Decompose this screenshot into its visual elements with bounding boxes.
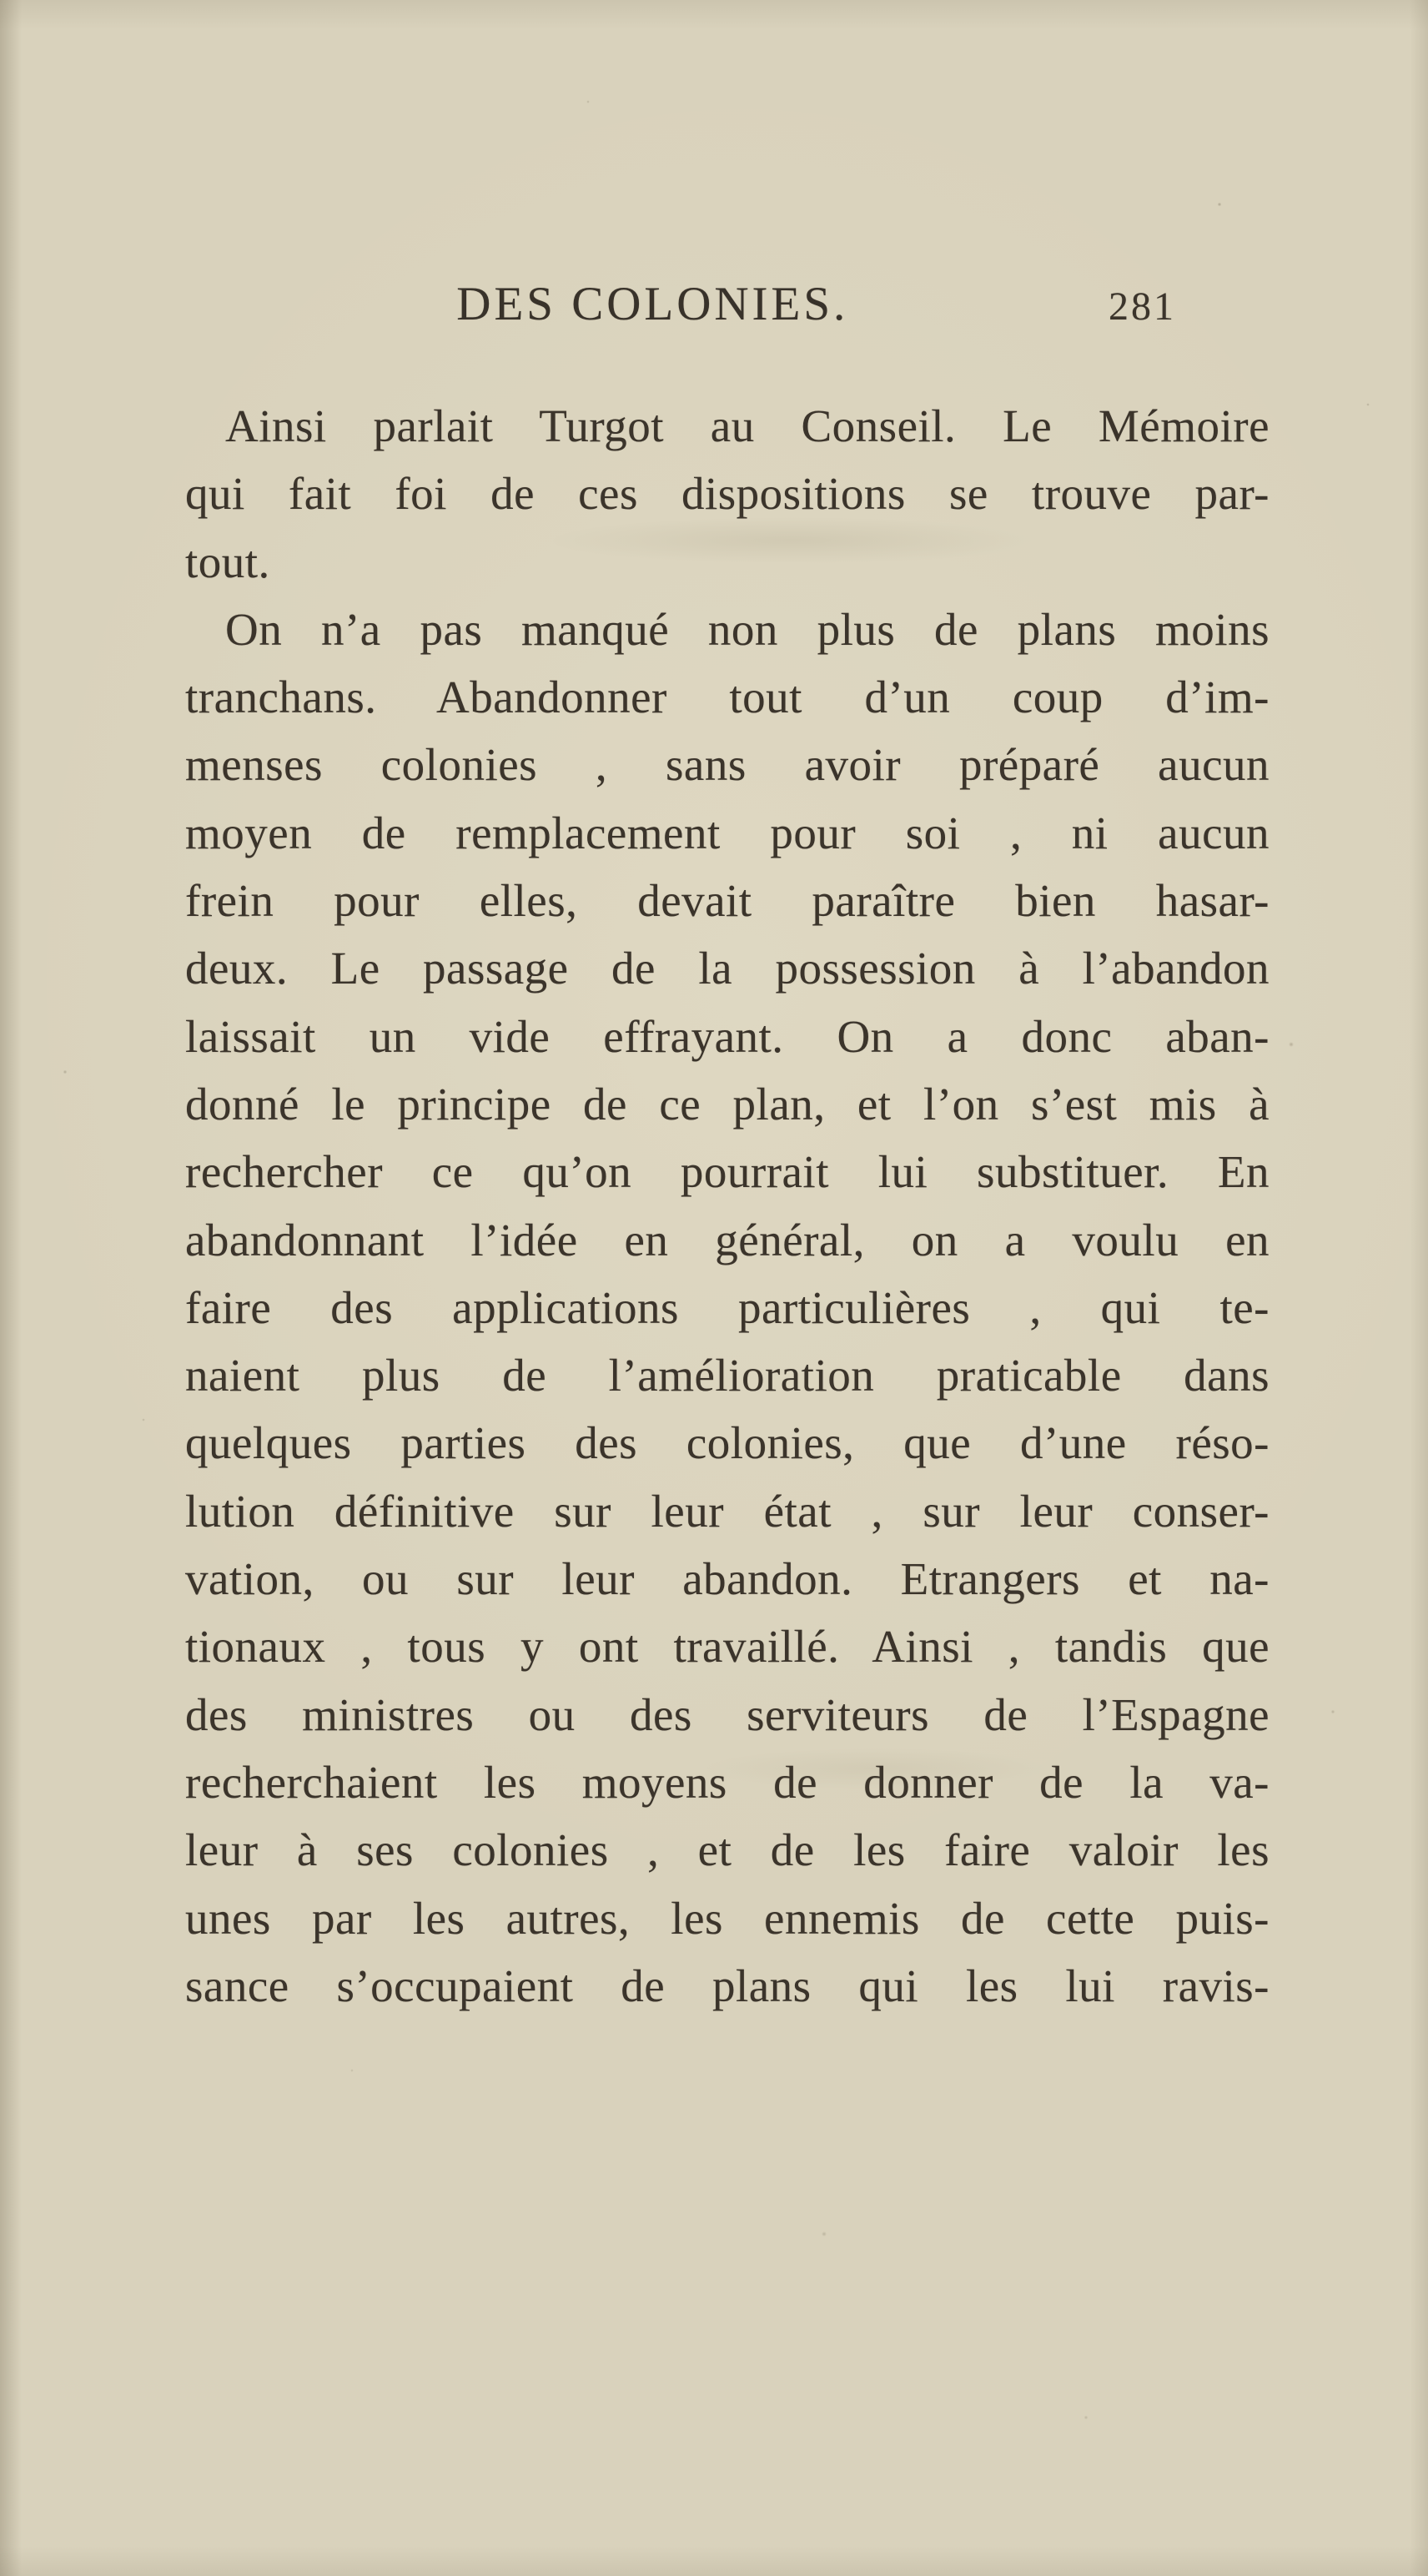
text-line: moyen de remplacement pour soi , ni aucun <box>185 807 1270 858</box>
text-line: qui fait foi de ces dispositions se trouve par- <box>185 468 1270 520</box>
text-line: donné le principe de ce plan, et l’on s’est mis à <box>185 1078 1270 1130</box>
text-line: tout. <box>185 536 270 587</box>
text-line: tionaux , tous y ont travaillé. Ainsi , tandis que <box>185 1621 1270 1673</box>
text-line: recherchaient les moyens de donner de la va- <box>185 1756 1270 1808</box>
text-line: On n’a pas manqué non plus de plans moins <box>225 603 1270 655</box>
text-line: Ainsi parlait Turgot au Conseil. Le Mémoire <box>225 400 1270 451</box>
page-number: 281 <box>1109 284 1176 329</box>
text-line: unes par les autres, les ennemis de cette puis- <box>185 1892 1270 1944</box>
text-line: quelques parties des colonies, que d’une réso- <box>185 1417 1270 1469</box>
text-line: faire des applications particulières , qui te- <box>185 1281 1270 1333</box>
page-header <box>185 280 1270 332</box>
paragraph <box>185 596 1270 2020</box>
page-body <box>185 392 1270 2020</box>
text-line: des ministres ou des serviteurs de l’Espagne <box>185 1688 1270 1740</box>
text-line: naient plus de l’amélioration praticable dans <box>185 1350 1270 1401</box>
text-line: abandonnant l’idée en général, on a voulu en <box>185 1214 1270 1265</box>
text-line: deux. Le passage de la possession à l’abandon <box>185 943 1270 994</box>
text-line: sance s’occupaient de plans qui les lui ravis- <box>185 1960 1270 2011</box>
text-line: rechercher ce qu’on pourrait lui substituer. En <box>185 1146 1270 1198</box>
text-line: menses colonies , sans avoir préparé aucun <box>185 739 1270 791</box>
text-line: leur à ses colonies , et de les faire valoir les <box>185 1824 1270 1876</box>
paragraph <box>185 392 1270 596</box>
running-header: DES COLONIES. <box>456 278 849 330</box>
text-line: frein pour elles, devait paraître bien hasar- <box>185 875 1270 927</box>
text-line: tranchans. Abandonner tout d’un coup d’im- <box>185 672 1270 723</box>
text-line: lution définitive sur leur état , sur leur conser- <box>185 1485 1270 1537</box>
text-line: laissait un vide effrayant. On a donc aban- <box>185 1010 1270 1062</box>
text-line: vation, ou sur leur abandon. Etrangers et na- <box>185 1553 1270 1605</box>
